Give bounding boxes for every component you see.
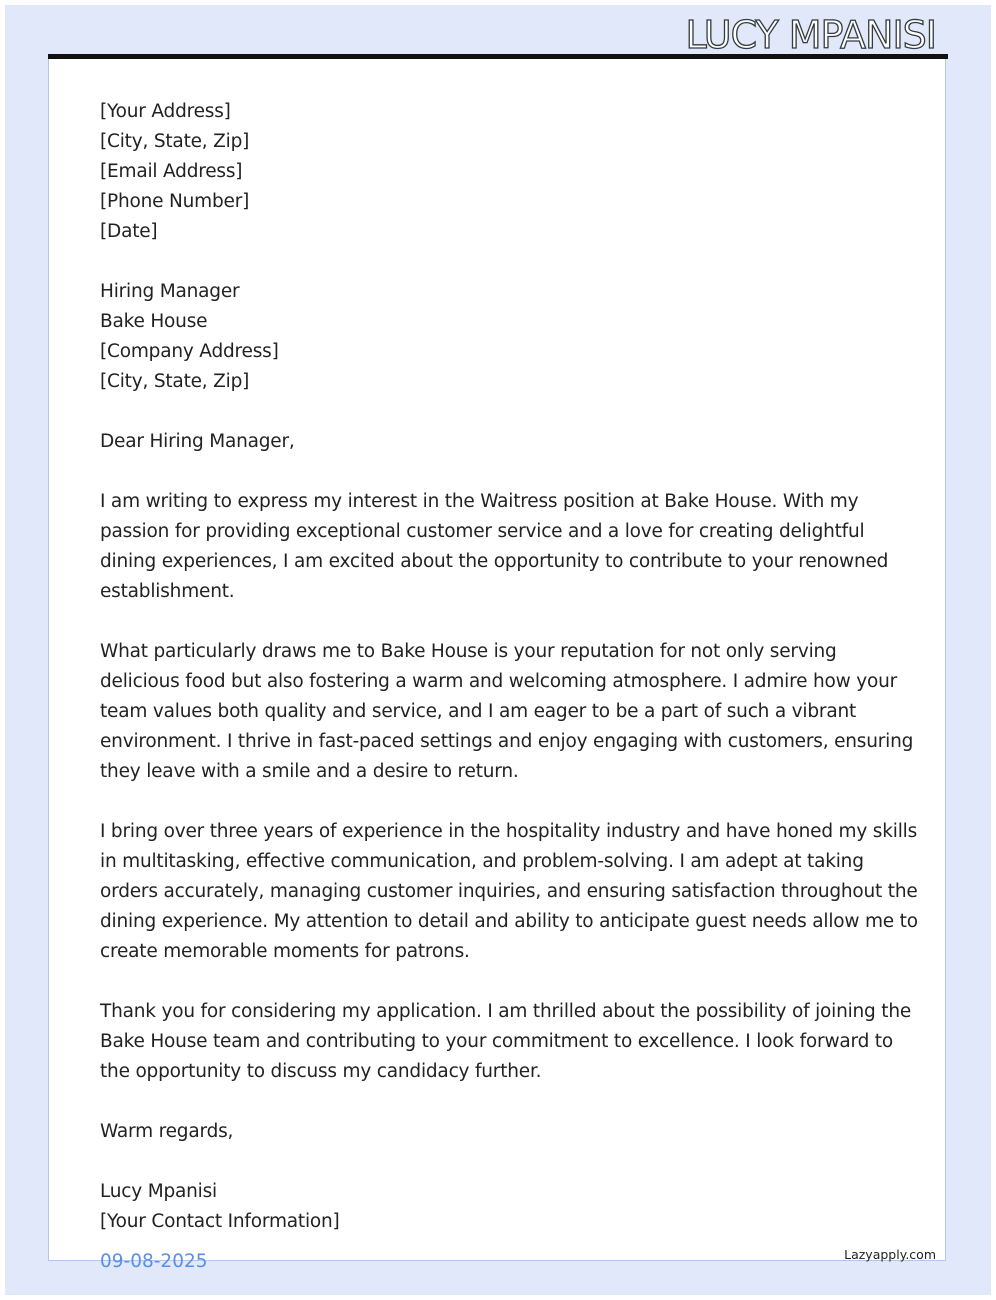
sender-date: [Date] <box>100 221 158 242</box>
body-line: they leave with a smile and a desire to return. <box>100 761 519 782</box>
body-line: I am writing to express my interest in the Waitress position at Bake House. With my <box>100 491 859 512</box>
body-paragraph-4 <box>100 997 912 1087</box>
body-line: Thank you for considering my application. I am thrilled about the possibility of joining the <box>100 1001 912 1022</box>
signature-name: Lucy Mpanisi <box>100 1181 217 1202</box>
sender-city-state-zip: [City, State, Zip] <box>100 131 250 152</box>
recipient-company: Bake House <box>100 311 208 332</box>
body-line: I bring over three years of experience in the hospitality industry and have honed my skills <box>100 821 918 842</box>
salutation: Dear Hiring Manager, <box>100 431 295 452</box>
body-line: What particularly draws me to Bake House is your reputation for not only serving <box>100 641 837 662</box>
body-line: environment. I thrive in fast-paced settings and enjoy engaging with customers, ensuring <box>100 731 914 752</box>
closing: Warm regards, <box>100 1121 234 1142</box>
body-line: orders accurately, managing customer inquiries, and ensuring satisfaction throughout the <box>100 881 918 902</box>
signature-block <box>100 1177 900 1237</box>
sender-phone: [Phone Number] <box>100 191 250 212</box>
body-line: the opportunity to discuss my candidacy further. <box>100 1061 542 1082</box>
body-line: team values both quality and service, and I am eager to be a part of such a vibrant <box>100 701 857 722</box>
salutation-block <box>100 427 900 457</box>
recipient-city-state-zip: [City, State, Zip] <box>100 371 250 392</box>
body-line: dining experiences, I am excited about the opportunity to contribute to your renowned <box>100 551 889 572</box>
signature-contact: [Your Contact Information] <box>100 1211 340 1232</box>
body-line: in multitasking, effective communication, and problem-solving. I am adept at taking <box>100 851 864 872</box>
cover-letter <box>100 97 918 1267</box>
sender-address: [Your Address] <box>100 101 231 122</box>
recipient-block <box>100 277 900 397</box>
footer-brand[interactable]: Lazyapply.com <box>844 1247 936 1262</box>
footer-date: 09-08-2025 <box>100 1251 208 1272</box>
recipient-address: [Company Address] <box>100 341 279 362</box>
applicant-name-heading: LUCY MPANISI <box>685 13 936 57</box>
body-line: Bake House team and contributing to your commitment to excellence. I look forward to <box>100 1031 893 1052</box>
sender-email: [Email Address] <box>100 161 243 182</box>
recipient-title: Hiring Manager <box>100 281 240 302</box>
closing-block <box>100 1117 900 1147</box>
body-paragraph-2 <box>100 637 914 787</box>
body-line: establishment. <box>100 581 235 602</box>
body-paragraph-3 <box>100 817 918 967</box>
sender-block <box>100 97 900 247</box>
body-paragraph-1 <box>100 487 900 607</box>
body-line: create memorable moments for patrons. <box>100 941 470 962</box>
body-line: passion for providing exceptional customer service and a love for creating delightful <box>100 521 865 542</box>
body-line: dining experience. My attention to detail and ability to anticipate guest needs allow me to <box>100 911 918 932</box>
body-line: delicious food but also fostering a warm and welcoming atmosphere. I admire how your <box>100 671 898 692</box>
